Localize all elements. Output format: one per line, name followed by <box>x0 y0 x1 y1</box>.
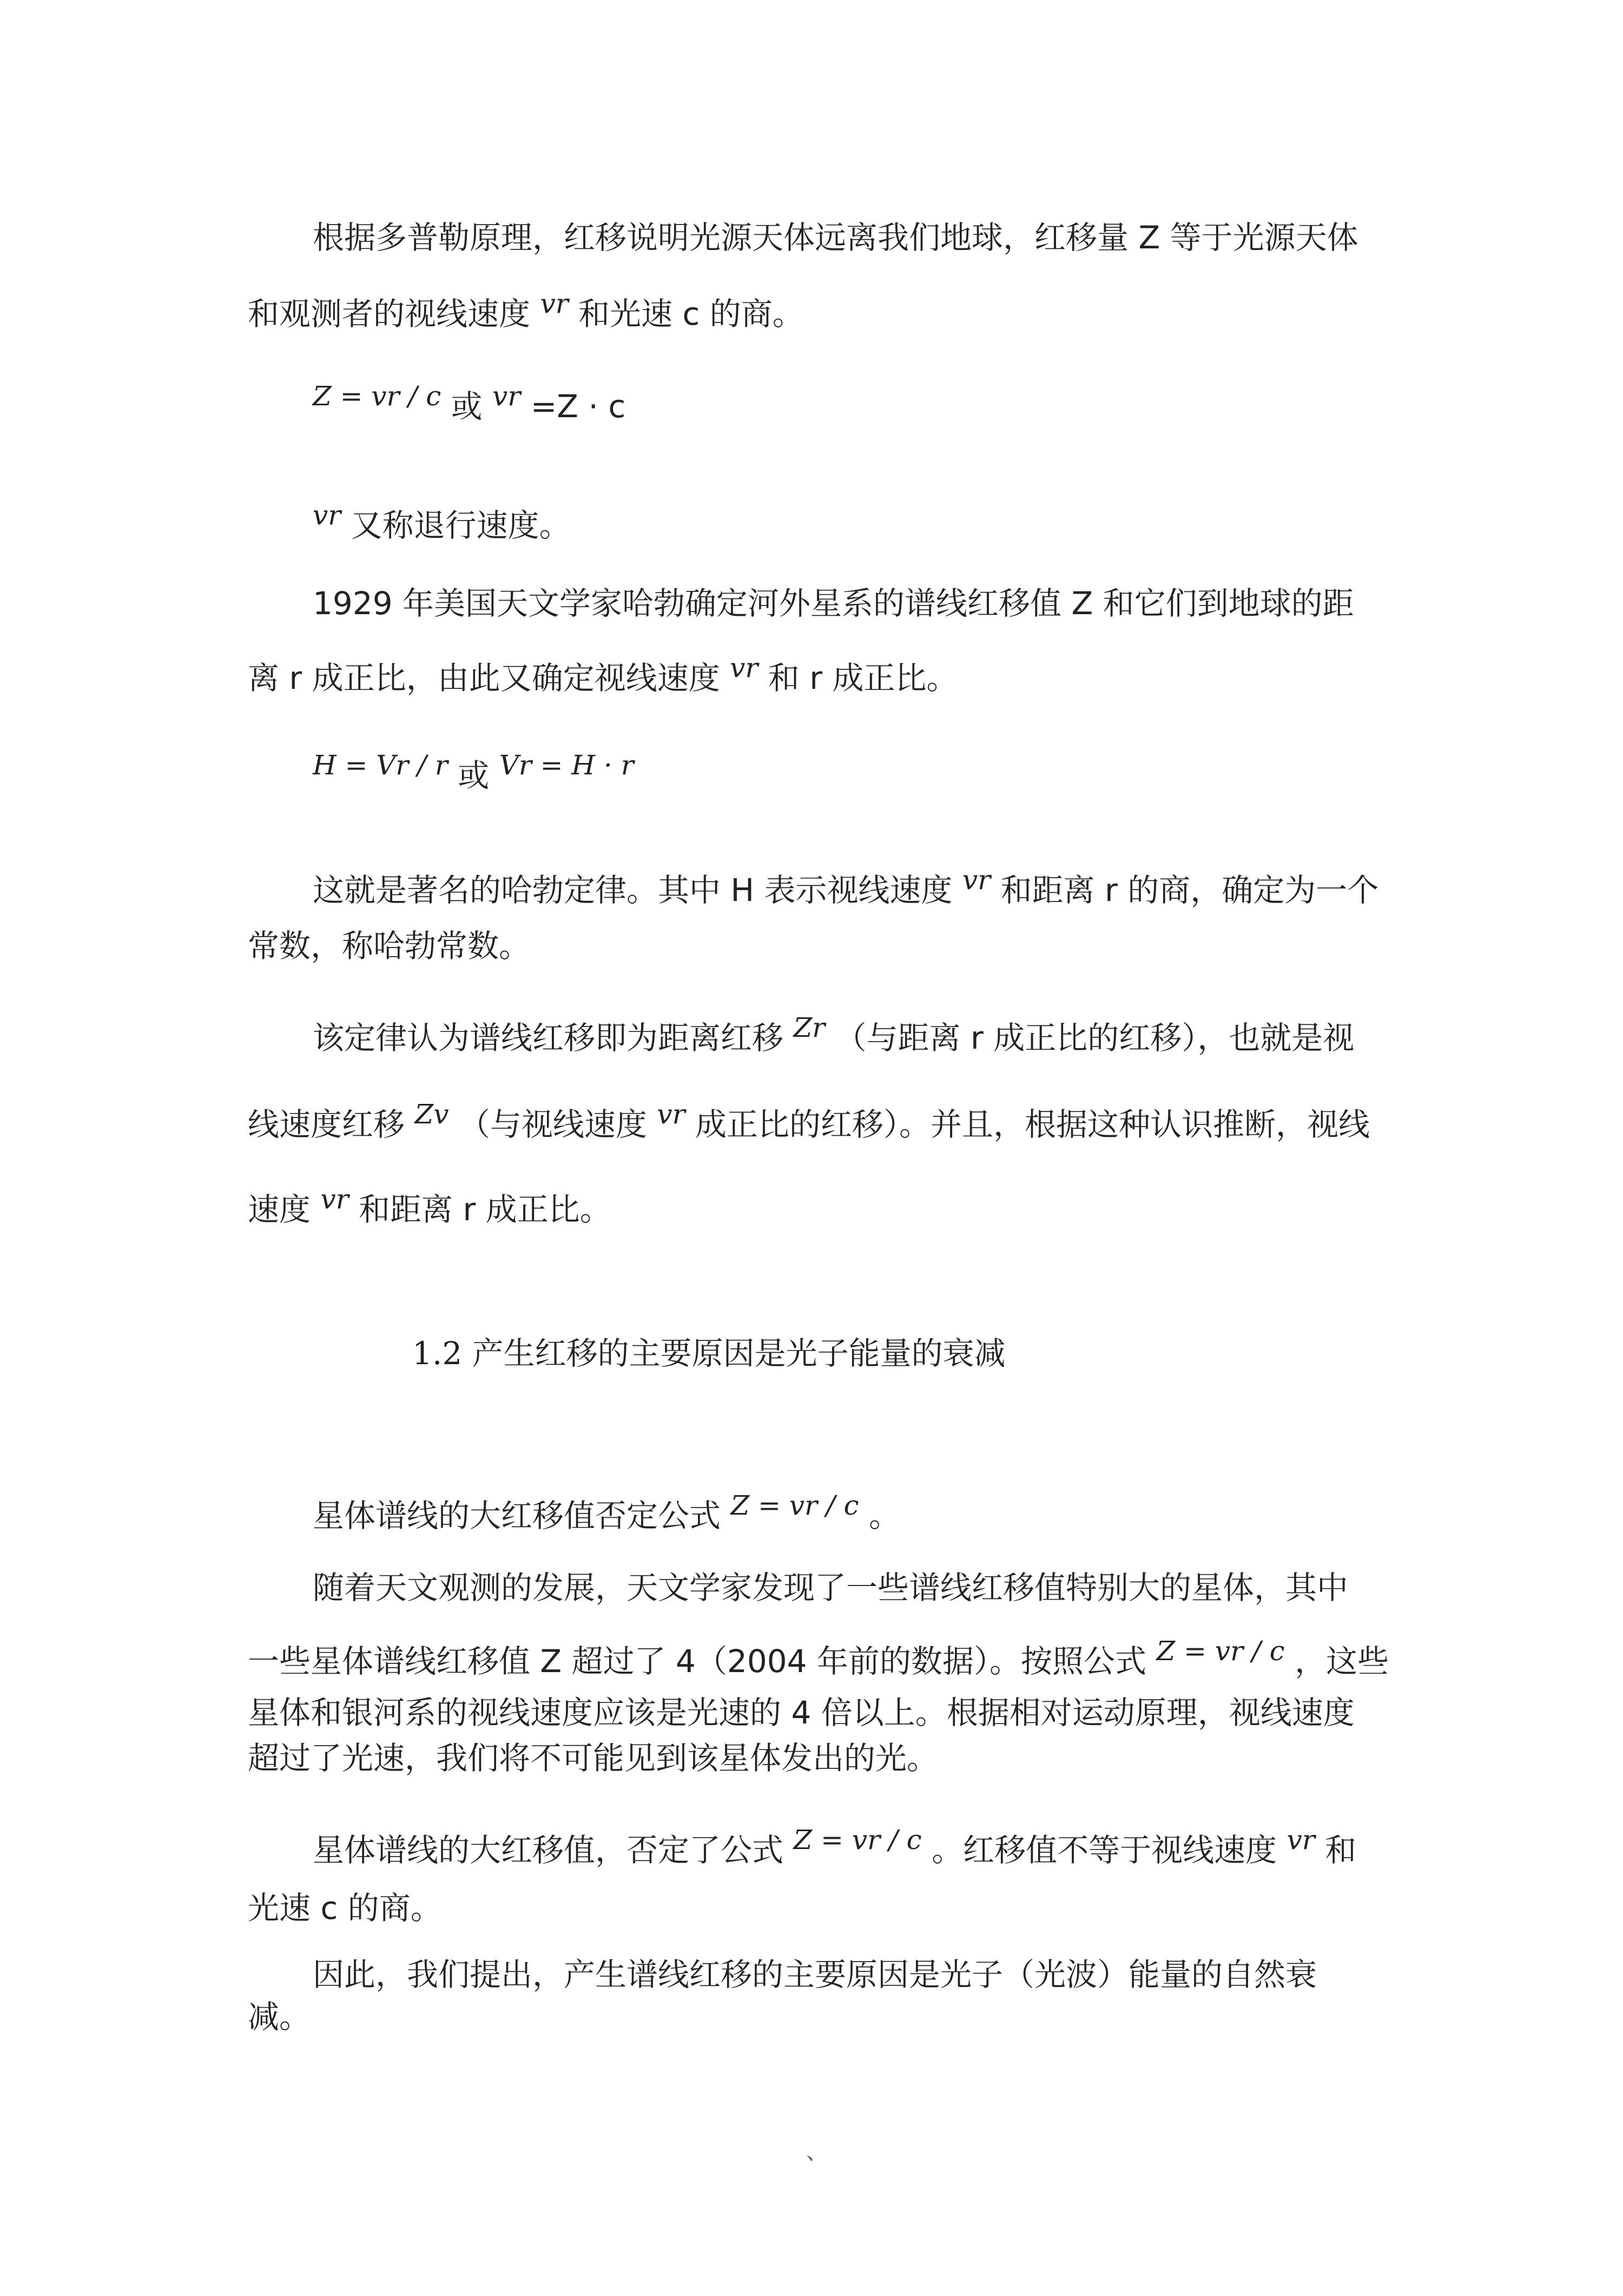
equation-or: 或 <box>458 757 490 794</box>
para3-line1: 1929 年美国天文学家哈勃确定河外星系的谱线红移值 Z 和它们到地球的距 <box>313 585 1354 622</box>
para6-line <box>313 1490 901 1534</box>
para5-text-end: 和距离 r 成正比。 <box>359 1191 611 1228</box>
para7-line3: 星体和银河系的视线速度应该是光速的 4 倍以上。根据相对运动原理，视线速度 <box>248 1694 1355 1731</box>
para3-line2 <box>248 652 958 696</box>
para7-line2 <box>248 1635 1389 1680</box>
para6-text-end: 。 <box>869 1497 901 1534</box>
para5-line2 <box>248 1098 1370 1143</box>
formula-vr: vr <box>313 499 341 531</box>
para4-line2: 常数，称哈勃常数。 <box>248 927 531 964</box>
para5-text: 速度 <box>248 1191 311 1228</box>
section-heading: 1.2 产生红移的主要原因是光子能量的衰减 <box>412 1335 1006 1372</box>
para5-text-end: 成正比的红移）。并且，根据这种认识推断，视线 <box>695 1106 1370 1143</box>
para8-text-mid: 。红移值不等于视线速度 <box>932 1832 1277 1869</box>
para8-text-end: 和 <box>1325 1832 1357 1869</box>
para8-line1 <box>313 1824 1357 1869</box>
para5-text: 该定律认为谱线红移即为距离红移 <box>313 1019 784 1056</box>
para7-line4: 超过了光速，我们将不可能见到该星体发出的光。 <box>248 1740 939 1777</box>
para5-text-mid: （与视线速度 <box>458 1106 647 1143</box>
para1-text-end: 和光速 c 的商。 <box>578 295 804 332</box>
equation-redshift <box>313 380 626 425</box>
formula-z-eq-vr-over-c: Z = vr / c <box>1156 1635 1285 1667</box>
para9-line2: 减。 <box>248 1998 311 2035</box>
formula-z-eq-vr-over-c: Z = vr / c <box>793 1824 922 1856</box>
para7-text-end: ，这些 <box>1295 1643 1389 1680</box>
para7-text: 一些星体谱线红移值 Z 超过了 4（2004 年前的数据）。按照公式 <box>248 1643 1146 1680</box>
equation-hubble <box>313 749 634 794</box>
equation-or: 或 <box>451 388 483 425</box>
formula-vr: vr <box>657 1098 685 1130</box>
para4-line1 <box>313 864 1379 909</box>
para3-text-end: 和 r 成正比。 <box>768 660 958 696</box>
equation-rest: =Z · c <box>530 388 626 425</box>
formula-zr: Zr <box>793 1012 826 1043</box>
formula-vr: vr <box>962 864 991 896</box>
formula-h-eq-vr-over-r: H = Vr / r <box>313 749 448 781</box>
para5-line3 <box>248 1183 611 1228</box>
para3-text: 离 r 成正比，由此又确定视线速度 <box>248 660 720 696</box>
formula-vr: vr <box>320 1183 349 1215</box>
para7-line1: 随着天文观测的发展，天文学家发现了一些谱线红移值特别大的星体，其中 <box>313 1569 1349 1606</box>
formula-z-eq-vr-over-c: Z = vr / c <box>730 1490 859 1521</box>
page-footer-mark: 、 <box>806 2140 828 2165</box>
formula-vr: vr <box>1286 1824 1315 1856</box>
para2-line <box>313 499 571 544</box>
formula-zv: Zv <box>414 1098 449 1130</box>
para6-text: 星体谱线的大红移值否定公式 <box>313 1497 721 1534</box>
formula-vr: vr <box>540 288 569 319</box>
para9-line1: 因此，我们提出，产生谱线红移的主要原因是光子（光波）能量的自然衰 <box>313 1956 1317 1993</box>
formula-vr-eq-h-r: Vr = H · r <box>499 749 634 781</box>
para8-text: 星体谱线的大红移值，否定了公式 <box>313 1832 784 1869</box>
para5-text: 线速度红移 <box>248 1106 405 1143</box>
formula-vr: vr <box>492 380 521 412</box>
para4-text: 这就是著名的哈勃定律。其中 H 表示视线速度 <box>313 872 953 909</box>
para2-text: 又称退行速度。 <box>351 507 571 544</box>
para5-text-end: （与距离 r 成正比的红移），也就是视 <box>835 1019 1355 1056</box>
para5-line1 <box>313 1012 1355 1056</box>
para1-line1: 根据多普勒原理，红移说明光源天体远离我们地球，红移量 Z 等于光源天体 <box>313 219 1358 256</box>
para1-text: 和观测者的视线速度 <box>248 295 531 332</box>
para4-text-end: 和距离 r 的商，确定为一个 <box>1000 872 1379 909</box>
formula-z-eq-vr-over-c: Z = vr / c <box>313 380 441 412</box>
formula-vr: vr <box>730 652 758 683</box>
para1-line2 <box>248 288 804 332</box>
para8-line2: 光速 c 的商。 <box>248 1890 442 1926</box>
